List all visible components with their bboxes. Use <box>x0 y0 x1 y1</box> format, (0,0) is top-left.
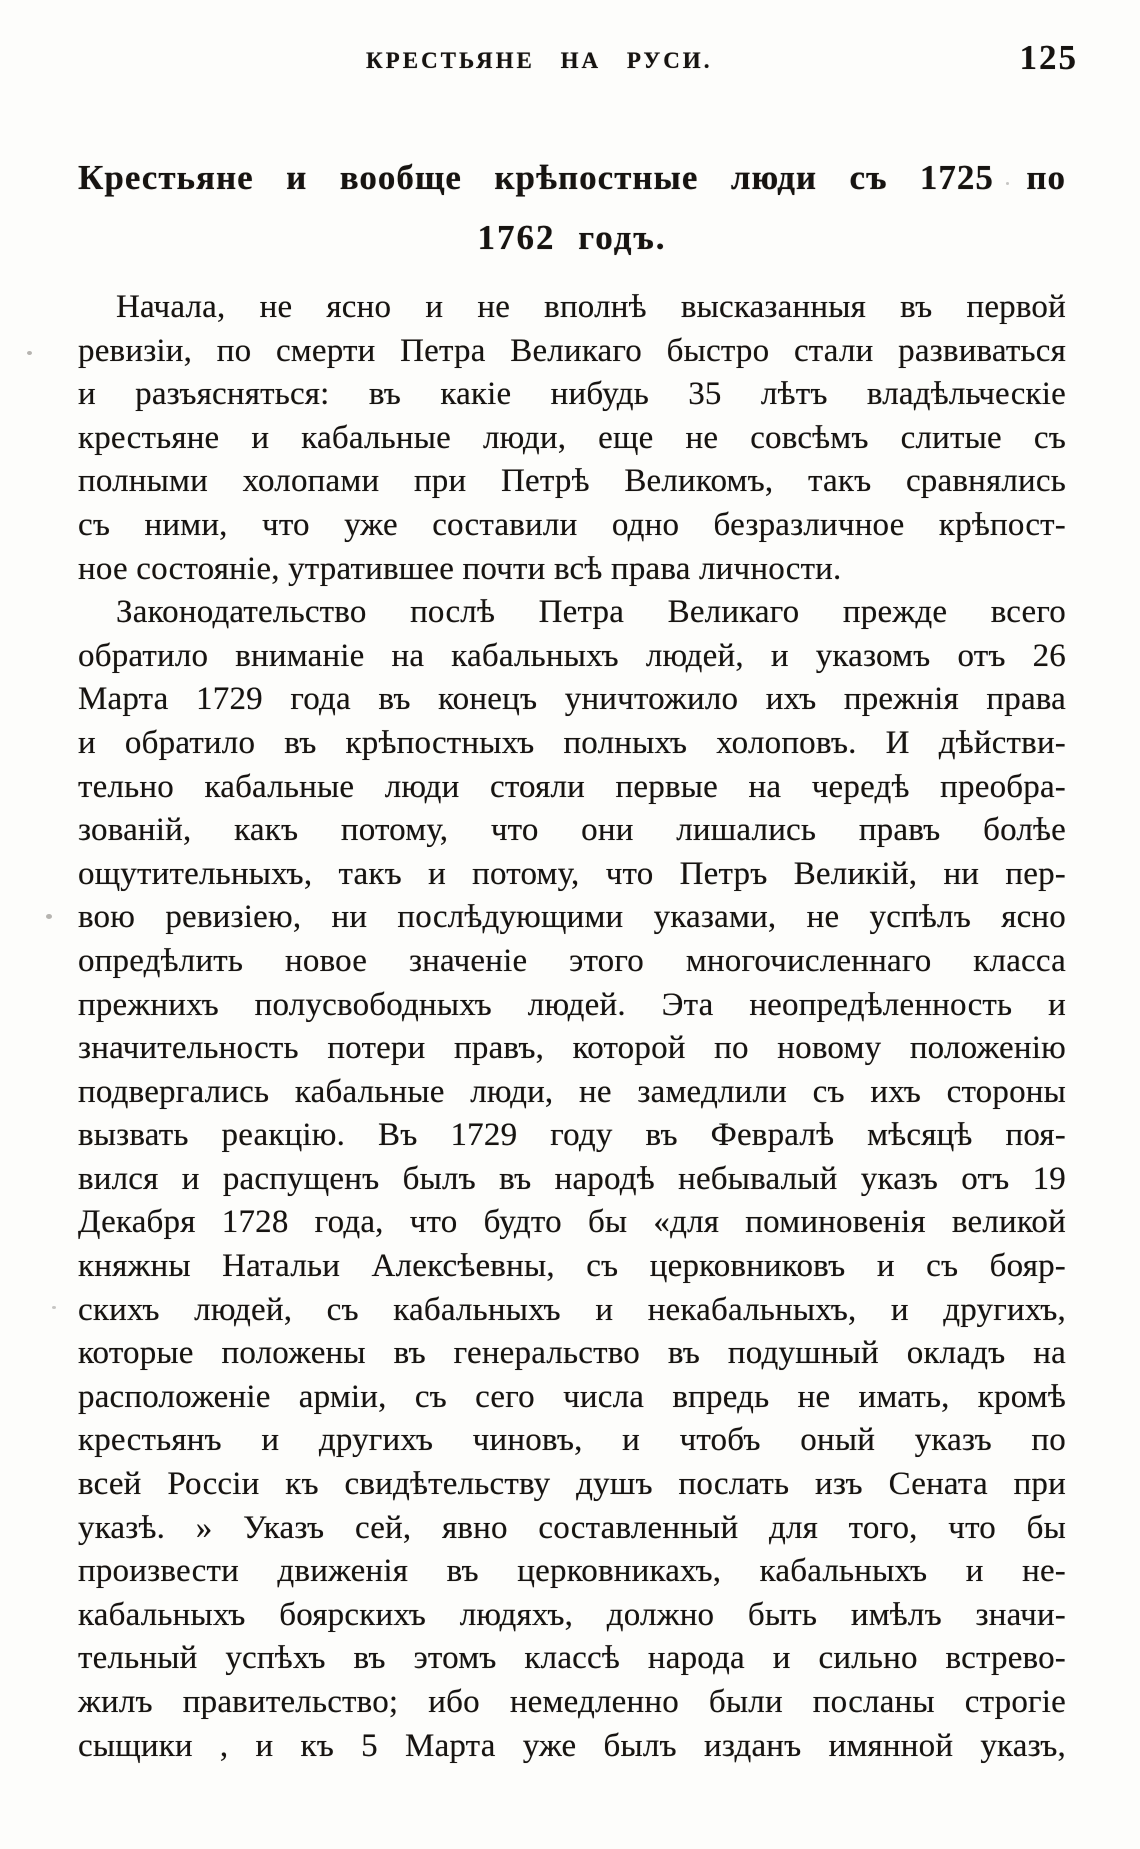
text-line: тельно кабальные люди стояли первые на чередѣ преобра- <box>78 768 1066 805</box>
text-line: ное состояніе, утратившее почти всѣ права личности. <box>78 550 842 587</box>
text-line: подвергались кабальные люди, не замедлили съ ихъ стороны <box>78 1073 1066 1110</box>
text-line: ощутительныхъ, такъ и потому, что Петръ Великій, ни пер- <box>78 855 1066 892</box>
text-line: произвести движенія въ церковникахъ, кабальныхъ и не- <box>78 1553 1066 1590</box>
text-line: прежнихъ полусвободныхъ людей. Эта неопредѣленность и <box>78 986 1066 1023</box>
scan-speck <box>46 914 52 919</box>
page-body-text <box>78 286 1066 1768</box>
text-line: Законодательство послѣ Петра Великаго прежде всего <box>116 594 1066 631</box>
text-line: Марта 1729 года въ конецъ уничтожило ихъ прежнія права <box>78 681 1066 718</box>
text-line: которые положены въ генеральство въ подушный окладъ на <box>78 1335 1066 1372</box>
page-number: 125 <box>1019 38 1078 77</box>
text-line: опредѣлить новое значеніе этого многочисленнаго класса <box>78 942 1066 979</box>
running-header-title: КРЕСТЬЯНЕ НА РУСИ. <box>366 48 713 73</box>
running-header <box>78 38 1080 88</box>
chapter-title <box>78 148 1066 268</box>
text-line: вою ревизіею, ни послѣдующими указами, не успѣлъ ясно <box>78 899 1066 936</box>
text-line: вызвать реакцію. Въ 1729 году въ Февралѣ мѣсяцѣ поя- <box>78 1117 1066 1154</box>
text-line: полными холопами при Петрѣ Великомъ, такъ сравнялись <box>78 463 1066 500</box>
text-line: Декабря 1728 года, что будто бы «для поминовенія великой <box>78 1204 1066 1241</box>
text-line: княжны Натальи Алексѣевны, съ церковниковъ и съ бояр- <box>78 1248 1066 1285</box>
text-line: и обратило въ крѣпостныхъ полныхъ холоповъ. И дѣйстви- <box>78 724 1066 761</box>
text-line: крестьянъ и другихъ чиновъ, и чтобъ оный указъ по <box>78 1422 1066 1459</box>
text-line: и разъясняться: въ какіе нибудь 35 лѣтъ владѣльческіе <box>78 376 1066 413</box>
text-line: обратило вниманіе на кабальныхъ людей, и указомъ отъ 26 <box>78 637 1066 674</box>
text-line: жилъ правительство; ибо немедленно были посланы строгіе <box>78 1684 1066 1720</box>
text-line: кабальныхъ боярскихъ людяхъ, должно быть имѣлъ значи- <box>78 1596 1066 1633</box>
text-line: зованій, какъ потому, что они лишались правъ болѣе <box>78 812 1066 849</box>
scan-speck <box>585 187 588 190</box>
text-line: ревизіи, по смерти Петра Великаго быстро стали развиваться <box>78 332 1066 369</box>
scan-speck <box>27 351 32 355</box>
text-line: скихъ людей, съ кабальныхъ и некабальныхъ, и другихъ, <box>78 1291 1066 1328</box>
text-line: расположеніе арміи, съ сего числа впредь не имать, кромѣ <box>78 1378 1066 1415</box>
text-line: крестьяне и кабальные люди, еще не совсѣмъ слитые съ <box>78 419 1066 456</box>
text-line: значительность потери правъ, которой по новому положенію <box>78 1030 1066 1067</box>
chapter-title-line: 1762 годъ. <box>477 218 667 257</box>
scan-speck <box>52 1306 56 1309</box>
chapter-title-line: Крестьяне и вообще крѣпостные люди съ 1725 по <box>78 158 1066 197</box>
text-line: сыщики , и къ 5 Марта уже былъ изданъ имянной указъ, <box>78 1727 1066 1764</box>
text-line: указѣ. » Указъ сей, явно составленный для того, что бы <box>78 1509 1066 1546</box>
text-line: тельный успѣхъ въ этомъ классѣ народа и сильно встрево- <box>78 1640 1066 1677</box>
scan-speck <box>1006 182 1009 185</box>
text-line: вился и распущенъ былъ въ народѣ небывалый указъ отъ 19 <box>78 1160 1066 1197</box>
text-line: съ ними, что уже составили одно безразличное крѣпост- <box>78 506 1066 543</box>
text-line: всей Россіи къ свидѣтельству душъ послать изъ Сената при <box>78 1466 1066 1503</box>
text-line: Начала, не ясно и не вполнѣ высказанныя въ первой <box>116 289 1066 325</box>
